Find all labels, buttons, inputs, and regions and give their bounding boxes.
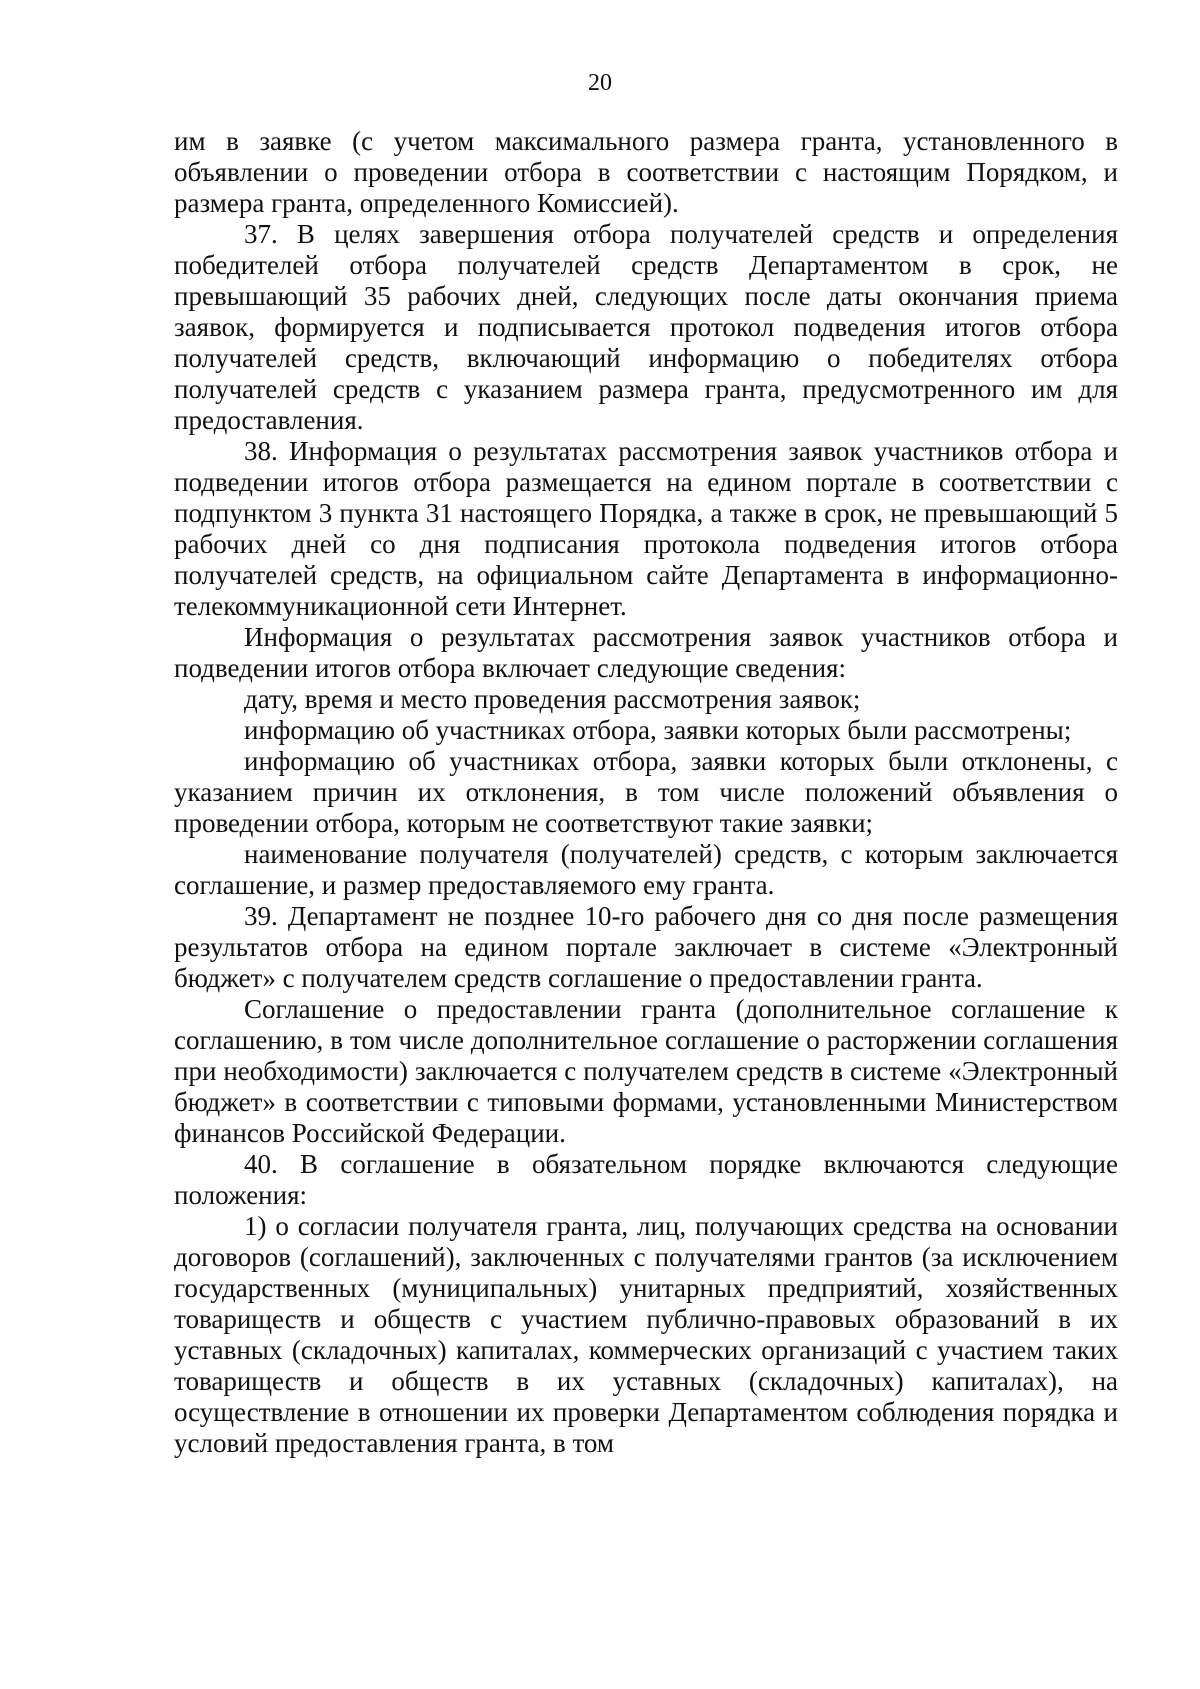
paragraph-list-item-rejected: информацию об участниках отбора, заявки которых были отклонены, с указанием причин их отклонения, в том числе положений объявления о проведении отбора, которым не соответствуют такие заявки;	[174, 746, 1118, 838]
paragraph-clause-37: 37. В целях завершения отбора получателей средств и определения победителей отбора получателей средств Департаментом в срок, не превышающий 35 рабочих дней, следующих после даты окончания приема заявок, формируется и подписывается протокол подведения итогов отбора получателей средств, включающий информацию о победителях отбора получателей средств с указанием размера гранта, предусмотренного им для предоставления.	[174, 219, 1118, 435]
paragraph-list-item-recipient: наименование получателя (получателей) средств, с которым заключается соглашение, и размер предоставляемого ему гранта.	[174, 839, 1118, 900]
paragraph-agreement: Соглашение о предоставлении гранта (дополнительное соглашение к соглашению, в том числе дополнительное соглашение о расторжении соглашения при необходимости) заключается с получателем средств в системе «Электронный бюджет» в соответствии с типовыми формами, установленными Министерством финансов Российской Федерации.	[174, 994, 1118, 1148]
paragraph-clause-38: 38. Информация о результатах рассмотрения заявок участников отбора и подведении итогов отбора размещается на едином портале в соответствии с подпунктом 3 пункта 31 настоящего Порядка, а также в срок, не превышающий 5 рабочих дней со дня подписания протокола подведения итогов отбора получателей средств, на официальном сайте Департамента в информационно-телекоммуникационной сети Интернет.	[174, 436, 1118, 621]
paragraph-list-item-reviewed: информацию об участниках отбора, заявки которых были рассмотрены;	[244, 715, 1072, 745]
paragraph-continuation: им в заявке (с учетом максимального размера гранта, установленного в объявлении о проведении отбора в соответствии с настоящим Порядком, и размера гранта, определенного Комиссией).	[174, 126, 1118, 218]
document-body	[174, 126, 1118, 1459]
paragraph-clause-40: 40. В соглашение в обязательном порядке включаются следующие положения:	[174, 1149, 1118, 1210]
page-number: 20	[588, 70, 612, 96]
paragraph-list-item-date: дату, время и место проведения рассмотрения заявок;	[244, 684, 861, 714]
paragraph-results-info: Информация о результатах рассмотрения заявок участников отбора и подведении итогов отбора включает следующие сведения:	[174, 622, 1118, 683]
paragraph-clause-39: 39. Департамент не позднее 10-го рабочего дня со дня после размещения результатов отбора на едином портале заключает в системе «Электронный бюджет» с получателем средств соглашение о предоставлении гранта.	[174, 901, 1118, 993]
paragraph-clause-40-item-1: 1) о согласии получателя гранта, лиц, получающих средства на основании договоров (соглашений), заключенных с получателями грантов (за исключением государственных (муниципальных) унитарных предприятий, хозяйственных товариществ и обществ с участием публично-правовых образований в их уставных (складочных) капиталах, коммерческих организаций с участием таких товариществ и обществ в их уставных (складочных) капиталах), на осуществление в отношении их проверки Департаментом соблюдения порядка и условий предоставления гранта, в том	[174, 1211, 1118, 1458]
